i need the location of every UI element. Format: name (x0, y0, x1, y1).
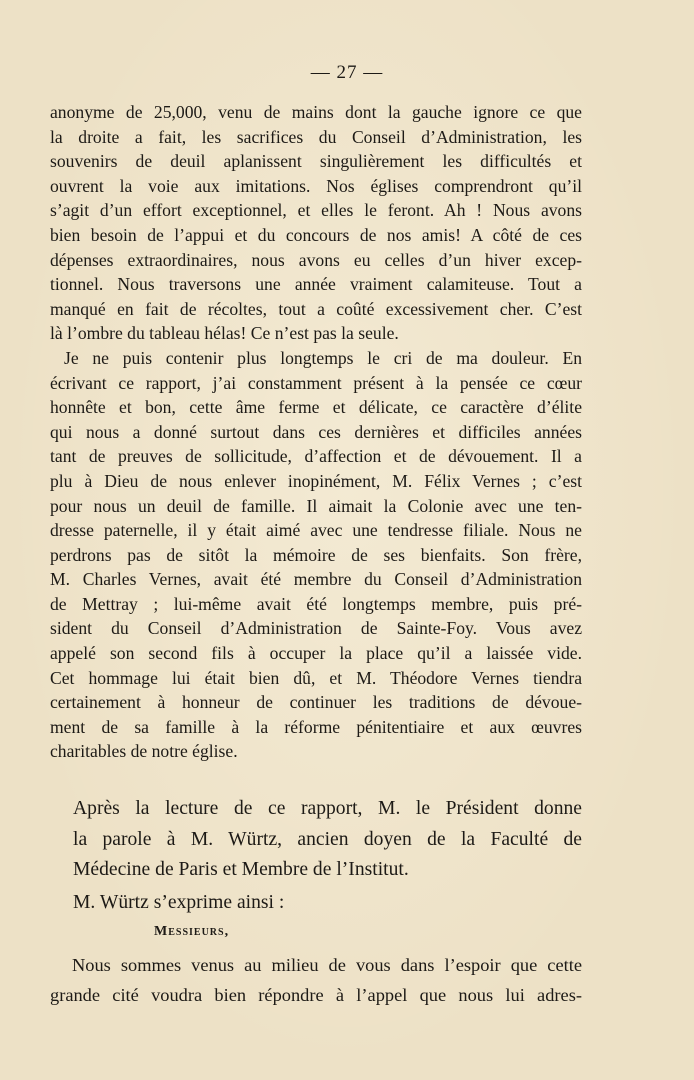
text-line: grande cité voudra bien répondre à l’appel que nous lui adres- (50, 985, 582, 1005)
text-line: là l’ombre du tableau hélas! Ce n’est pas la seule. (50, 323, 399, 344)
text-line: s’agit d’un effort exceptionnel, et elles le feront. Ah ! Nous avons (50, 200, 582, 221)
text-line: pour nous un deuil de famille. Il aimait la Colonie avec une ten- (50, 495, 582, 516)
text-line: anonyme de 25,000, venu de mains dont la gauche ignore ce que (50, 102, 582, 122)
transition-paragraph (73, 794, 582, 886)
text-line: Après la lecture de ce rapport, M. le Président donne (73, 798, 582, 819)
text-line: Médecine de Paris et Membre de l’Institut. (73, 859, 409, 880)
page-number: — 27 — (310, 62, 384, 83)
text-line: dresse paternelle, il y était aimé avec une tendresse filiale. Nous ne (50, 520, 582, 541)
text-line: honnête et bon, cette âme ferme et délicate, ce caractère d’élite (50, 397, 582, 418)
text-line: Je ne puis contenir plus longtemps le cri de ma douleur. En (64, 347, 582, 368)
text-line: tant de preuves de sollicitude, d’affection et de dévouement. Il a (50, 446, 582, 467)
text-line: M. Charles Vernes, avait été membre du Conseil d’Administration (50, 569, 582, 590)
text-line: la droite a fait, les sacrifices du Conseil d’Administration, les (50, 126, 582, 147)
text-line: souvenirs de deuil aplanissent singulièrement les difficultés et (50, 151, 582, 172)
text-line: perdrons pas de sitôt la mémoire de ses bienfaits. Son frère, (50, 544, 582, 565)
text-line: ouvrent la voie aux imitations. Nos églises comprendront qu’il (50, 175, 582, 196)
text-line: plu à Dieu de nous enlever inopinément, M. Félix Vernes ; c’est (50, 470, 582, 491)
text-line: certainement à honneur de continuer les traditions de dévoue- (50, 692, 582, 713)
text-line: manqué en fait de récoltes, tout a coûté excessivement cher. C’est (50, 298, 582, 319)
report-text (50, 100, 582, 764)
salutation: Messieurs, (154, 924, 230, 939)
speech-text (50, 950, 582, 1010)
text-line: charitables de notre église. (50, 741, 238, 762)
text-line: la parole à M. Würtz, ancien doyen de la Faculté de (73, 828, 582, 850)
text-line: dépenses extraordinaires, nous avons eu celles d’un hiver excep- (50, 249, 582, 270)
text-line: tionnel. Nous traversons une année vraiment calamiteuse. Tout a (50, 274, 582, 295)
text-line: sident du Conseil d’Administration de Sainte-Foy. Vous avez (50, 618, 582, 639)
text-line: de Mettray ; lui-même avait été longtemps membre, puis pré- (50, 593, 582, 614)
text-line: appelé son second fils à occuper la place qu’il a laissée vide. (50, 643, 582, 664)
speaker-intro: M. Würtz s’exprime ainsi : (73, 892, 285, 913)
text-line: bien besoin de l’appui et du concours de nos amis! A côté de ces (50, 224, 582, 245)
text-line: écrivant ce rapport, j’ai constamment présent à la pensée ce cœur (50, 372, 582, 393)
text-line: Nous sommes venus au milieu de vous dans l’espoir que cette (72, 955, 582, 975)
text-line: Cet hommage lui était bien dû, et M. Théodore Vernes tiendra (50, 667, 582, 688)
text-line: qui nous a donné surtout dans ces dernières et difficiles années (50, 421, 582, 442)
text-line: ment de sa famille à la réforme pénitentiaire et aux œuvres (50, 716, 582, 737)
